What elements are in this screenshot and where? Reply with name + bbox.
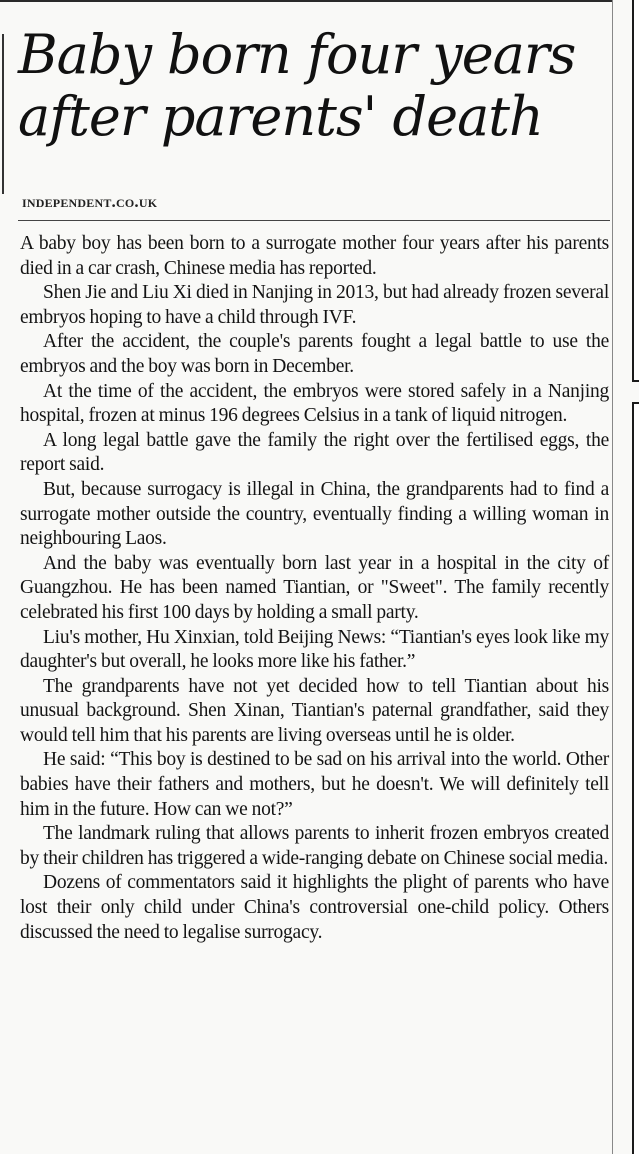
adjacent-clipping-bottom <box>632 402 639 1154</box>
paragraph: But, because surrogacy is illegal in China, the grandparents had to find a surrogate mother outside the country, eventually finding a willing woman in neighbouring Laos. <box>20 478 609 550</box>
source-credit: independent.co.uk <box>22 192 158 211</box>
paragraph: Shen Jie and Liu Xi died in Nanjing in 2013, but had already frozen several embryos hoping to have a child through IVF. <box>20 282 609 328</box>
headline: Baby born four years after parents' death <box>18 23 576 148</box>
paragraph: After the accident, the couple's parents fought a legal battle to use the embryos and the boy was born in December. <box>20 331 609 377</box>
adjacent-clipping-top <box>632 0 639 382</box>
top-rule <box>0 0 612 2</box>
paragraph: The landmark ruling that allows parents to inherit frozen embryos created by their children has triggered a wide-ranging debate on Chinese social media. <box>20 823 609 869</box>
paragraph: At the time of the accident, the embryos were stored safely in a Nanjing hospital, frozen at minus 196 degrees Celsius in a tank of liquid nitrogen. <box>20 380 609 427</box>
column-rule <box>612 0 613 1154</box>
paragraph: And the baby was eventually born last year in a hospital in the city of Guangzhou. He has been named Tiantian, or "Sweet". The family recently celebrated his first 100 days by holding a small party. <box>20 552 609 623</box>
source-rule <box>18 220 610 221</box>
left-edge-rule <box>2 34 4 194</box>
paragraph: Dozens of commentators said it highlights the plight of parents who have lost their only child under China's controversial one-child policy. Others discussed the need to legalise surrogacy. <box>20 872 609 943</box>
paragraph: A long legal battle gave the family the right over the fertilised eggs, the report said. <box>20 429 609 476</box>
paragraph: He said: “This boy is destined to be sad on his arrival into the world. Other babies have their fathers and mothers, but he doesn't. We will definitely tell him in the future. How can we not?” <box>20 749 609 820</box>
article-body <box>20 232 609 945</box>
paragraph: Liu's mother, Hu Xinxian, told Beijing News: “Tiantian's eyes look like my daughter's but overall, he looks more like his father.” <box>20 626 609 673</box>
paragraph: A baby boy has been born to a surrogate mother four years after his parents died in a car crash, Chinese media has reported. <box>20 233 609 279</box>
paragraph: The grandparents have not yet decided how to tell Tiantian about his unusual background. Shen Xinan, Tiantian's paternal grandfather, said they would tell him that his parents are living overseas until he is older. <box>20 675 609 746</box>
